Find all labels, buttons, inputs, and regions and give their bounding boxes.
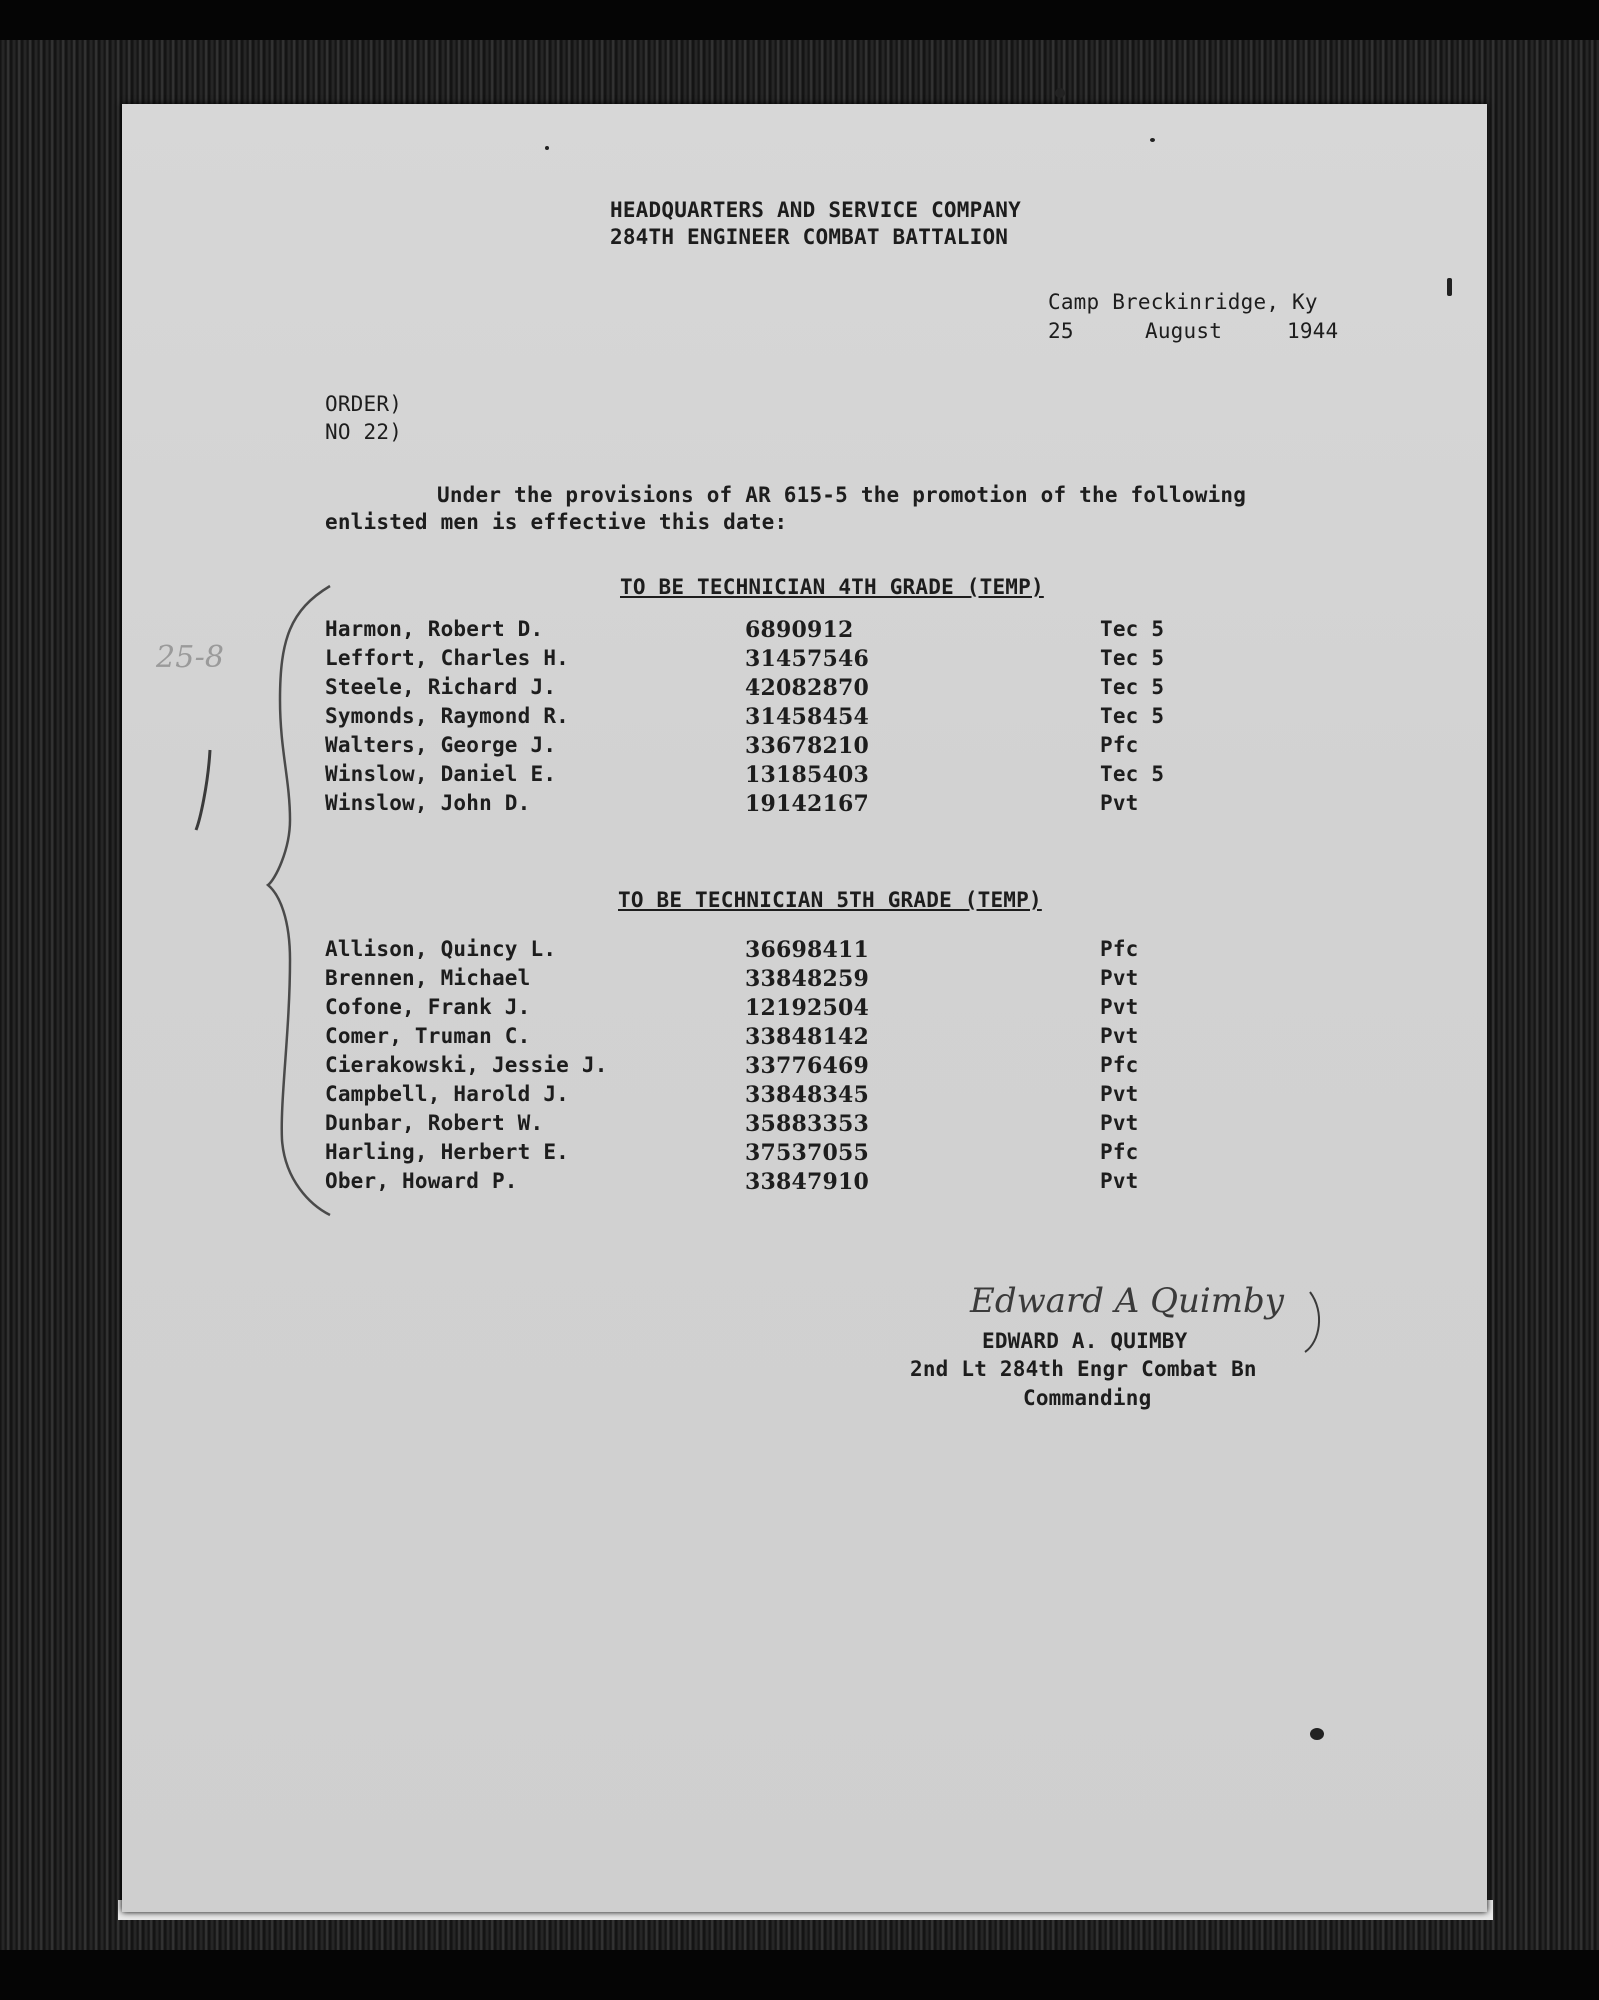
- microfilm-top-edge: [0, 0, 1599, 40]
- serial-number: 33848142: [745, 1024, 870, 1050]
- signatory-title: 2nd Lt 284th Engr Combat Bn: [910, 1357, 1257, 1381]
- date-day: 25: [1048, 319, 1074, 343]
- current-rank: Pfc: [1100, 733, 1139, 757]
- current-rank: Pfc: [1100, 1140, 1139, 1164]
- date-month: August: [1145, 319, 1223, 343]
- current-rank: Pvt: [1100, 1169, 1139, 1193]
- serial-number: 6890912: [745, 617, 854, 643]
- serial-number: 19142167: [745, 791, 870, 817]
- table-row: [0, 762, 1599, 790]
- table-row: [0, 937, 1599, 965]
- company-header: HEADQUARTERS AND SERVICE COMPANY: [610, 198, 1021, 222]
- soldier-name: Cierakowski, Jessie J.: [325, 1053, 608, 1077]
- current-rank: Tec 5: [1100, 762, 1165, 786]
- serial-number: 42082870: [745, 675, 870, 701]
- date-year: 1944: [1287, 319, 1339, 343]
- current-rank: Pvt: [1100, 966, 1139, 990]
- signatory-name: EDWARD A. QUIMBY: [982, 1329, 1188, 1353]
- microfilm-bottom-edge: [0, 1950, 1599, 2000]
- soldier-name: Cofone, Frank J.: [325, 995, 531, 1019]
- soldier-name: Comer, Truman C.: [325, 1024, 531, 1048]
- soldier-name: Campbell, Harold J.: [325, 1082, 570, 1106]
- section-heading-4th-grade: TO BE TECHNICIAN 4TH GRADE (TEMP): [620, 575, 1044, 599]
- soldier-name: Harling, Herbert E.: [325, 1140, 570, 1164]
- current-rank: Pvt: [1100, 1082, 1139, 1106]
- margin-note: 25-8: [156, 640, 225, 675]
- current-rank: Pfc: [1100, 937, 1139, 961]
- soldier-name: Winslow, Daniel E.: [325, 762, 557, 786]
- current-rank: Pvt: [1100, 1024, 1139, 1048]
- current-rank: Tec 5: [1100, 617, 1165, 641]
- serial-number: 36698411: [745, 937, 870, 963]
- table-row: [0, 1082, 1599, 1110]
- soldier-name: Dunbar, Robert W.: [325, 1111, 544, 1135]
- table-row: [0, 1169, 1599, 1197]
- soldier-name: Symonds, Raymond R.: [325, 704, 570, 728]
- serial-number: 33776469: [745, 1053, 870, 1079]
- soldier-name: Walters, George J.: [325, 733, 557, 757]
- table-row: [0, 791, 1599, 819]
- order-number: NO 22): [325, 420, 403, 444]
- soldier-name: Harmon, Robert D.: [325, 617, 544, 641]
- serial-number: 13185403: [745, 762, 870, 788]
- current-rank: Pvt: [1100, 995, 1139, 1019]
- soldier-name: Allison, Quincy L.: [325, 937, 557, 961]
- current-rank: Pfc: [1100, 1053, 1139, 1077]
- serial-number: 33847910: [745, 1169, 870, 1195]
- table-row: [0, 646, 1599, 674]
- current-rank: Tec 5: [1100, 675, 1165, 699]
- table-row: [0, 1053, 1599, 1081]
- current-rank: Pvt: [1100, 791, 1139, 815]
- dust-speck: [1447, 278, 1452, 296]
- signature-script: Edward A Quimby: [970, 1281, 1285, 1321]
- dust-speck: [1310, 1728, 1324, 1740]
- table-row: [0, 1024, 1599, 1052]
- soldier-name: Winslow, John D.: [325, 791, 531, 815]
- soldier-name: Leffort, Charles H.: [325, 646, 570, 670]
- table-row: [0, 1140, 1599, 1168]
- serial-number: 31457546: [745, 646, 870, 672]
- intro-line-1: Under the provisions of AR 615-5 the promotion of the following: [437, 483, 1247, 507]
- serial-number: 37537055: [745, 1140, 870, 1166]
- soldier-name: Steele, Richard J.: [325, 675, 557, 699]
- table-row: [0, 675, 1599, 703]
- location: Camp Breckinridge, Ky: [1048, 290, 1318, 314]
- dust-speck: [1150, 138, 1155, 142]
- intro-line-2: enlisted men is effective this date:: [325, 510, 788, 534]
- dust-speck: [1055, 88, 1065, 98]
- soldier-name: Ober, Howard P.: [325, 1169, 518, 1193]
- serial-number: 33848345: [745, 1082, 870, 1108]
- table-row: [0, 995, 1599, 1023]
- current-rank: Pvt: [1100, 1111, 1139, 1135]
- battalion-header: 284TH ENGINEER COMBAT BATTALION: [610, 225, 1009, 249]
- serial-number: 31458454: [745, 704, 870, 730]
- current-rank: Tec 5: [1100, 704, 1165, 728]
- serial-number: 35883353: [745, 1111, 870, 1137]
- section-heading-5th-grade: TO BE TECHNICIAN 5TH GRADE (TEMP): [618, 888, 1042, 912]
- table-row: [0, 966, 1599, 994]
- order-label: ORDER): [325, 392, 403, 416]
- current-rank: Tec 5: [1100, 646, 1165, 670]
- soldier-name: Brennen, Michael: [325, 966, 531, 990]
- table-row: [0, 617, 1599, 645]
- table-row: [0, 733, 1599, 761]
- signatory-role: Commanding: [1023, 1386, 1152, 1410]
- table-row: [0, 704, 1599, 732]
- table-row: [0, 1111, 1599, 1139]
- serial-number: 33678210: [745, 733, 870, 759]
- serial-number: 12192504: [745, 995, 870, 1021]
- serial-number: 33848259: [745, 966, 870, 992]
- dust-speck: [545, 146, 549, 150]
